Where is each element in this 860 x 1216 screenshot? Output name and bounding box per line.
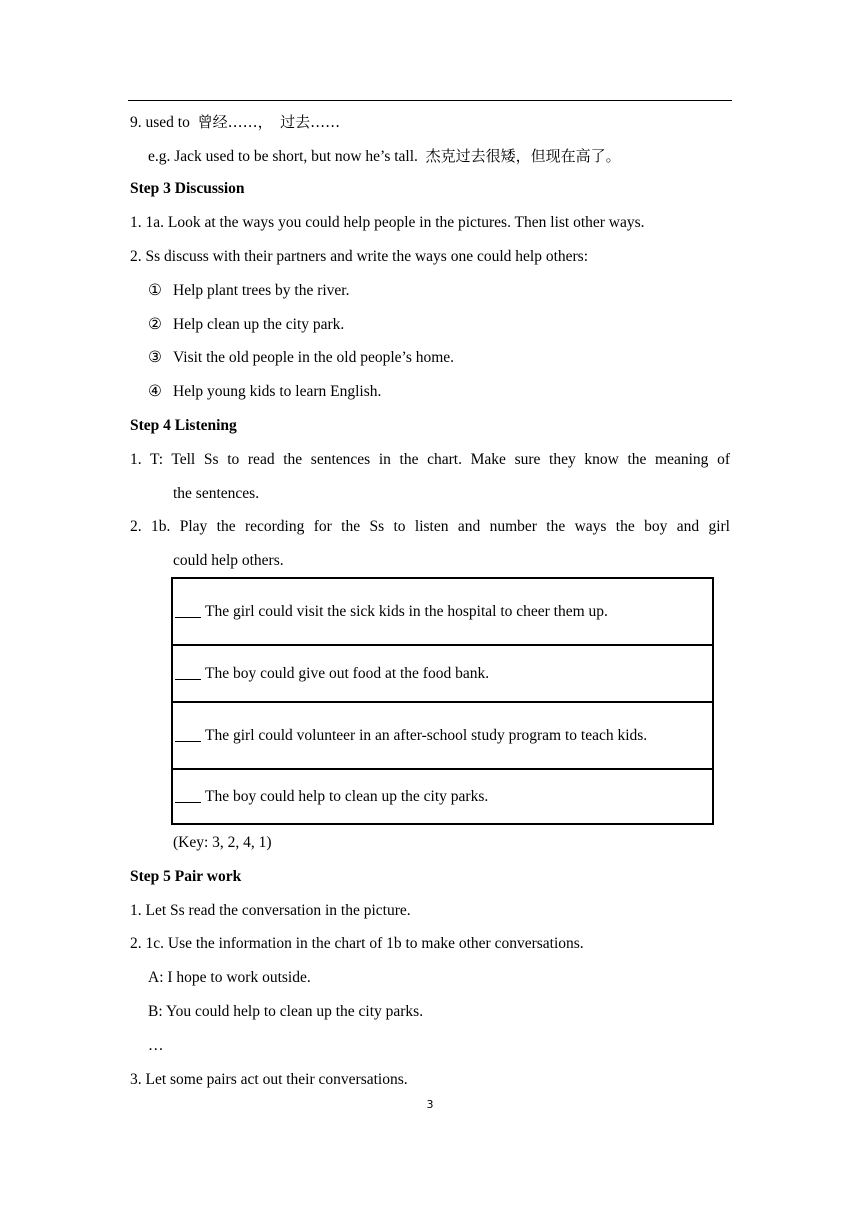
item-9 — [130, 112, 340, 133]
table-cell — [172, 645, 713, 702]
step3-point-2: 2. Ss discuss with their partners and write the ways one could help others: — [130, 248, 589, 265]
sentence-text: The girl could visit the sick kids in the hospital to cheer them up. — [205, 602, 608, 620]
dialogue-line-b: B: You could help to clean up the city parks. — [148, 1003, 424, 1020]
answer-key: (Key: 3, 2, 4, 1) — [173, 834, 272, 851]
step4-point-2-continued: could help others. — [173, 552, 284, 569]
item-9-chinese: 曾经……， 过去…… — [197, 113, 341, 131]
way-text: Help plant trees by the river. — [173, 282, 350, 299]
dialogue-ellipsis: … — [148, 1037, 164, 1054]
step4-point-1-continued: the sentences. — [173, 485, 260, 502]
step5-heading: Step 5 Pair work — [130, 868, 242, 885]
table-row — [172, 645, 713, 702]
item-9-label: 9. used to — [130, 114, 190, 131]
way-number: ② — [148, 316, 162, 333]
example-line — [148, 146, 621, 167]
way-item — [148, 348, 454, 368]
example-english: e.g. Jack used to be short, but now he’s tall. — [148, 148, 418, 165]
way-item — [148, 382, 381, 402]
way-text: Help clean up the city park. — [173, 316, 345, 333]
sentence-text: The girl could volunteer in an after-school study program to teach kids. — [205, 726, 648, 744]
table-cell — [172, 702, 713, 769]
table-row — [172, 702, 713, 769]
sentence-text: The boy could give out food at the food bank. — [205, 664, 490, 682]
step5-point-1: 1. Let Ss read the conversation in the picture. — [130, 902, 411, 919]
example-chinese: 杰克过去很矮，但现在高了。 — [425, 147, 621, 165]
answer-blank[interactable] — [175, 665, 201, 680]
page-number: 3 — [426, 1098, 434, 1111]
step3-point-1: 1. 1a. Look at the ways you could help people in the pictures. Then list other ways. — [130, 214, 645, 231]
way-text: Visit the old people in the old people’s home. — [173, 349, 455, 366]
step4-point-1: 1. T: Tell Ss to read the sentences in the chart. Make sure they know the meaning of — [130, 451, 730, 468]
way-number: ③ — [148, 349, 162, 366]
way-item — [148, 315, 344, 335]
way-number: ① — [148, 282, 162, 299]
answer-blank[interactable] — [175, 788, 201, 803]
dialogue-line-a: A: I hope to work outside. — [148, 969, 311, 986]
answer-blank[interactable] — [175, 603, 201, 618]
table-cell — [172, 769, 713, 824]
step4-heading: Step 4 Listening — [130, 417, 237, 434]
listening-chart — [171, 577, 714, 825]
step3-heading: Step 3 Discussion — [130, 180, 245, 197]
way-item — [148, 281, 349, 301]
sentence-text: The boy could help to clean up the city parks. — [205, 787, 489, 805]
step5-point-3: 3. Let some pairs act out their conversations. — [130, 1071, 408, 1088]
way-text: Help young kids to learn English. — [173, 383, 382, 400]
table-row — [172, 769, 713, 824]
way-number: ④ — [148, 383, 162, 400]
table-cell — [172, 578, 713, 645]
step4-point-2: 2. 1b. Play the recording for the Ss to listen and number the ways the boy and girl — [130, 518, 730, 535]
table-row — [172, 578, 713, 645]
header-rule — [128, 100, 732, 101]
answer-blank[interactable] — [175, 727, 201, 742]
step5-point-2: 2. 1c. Use the information in the chart of 1b to make other conversations. — [130, 935, 584, 952]
